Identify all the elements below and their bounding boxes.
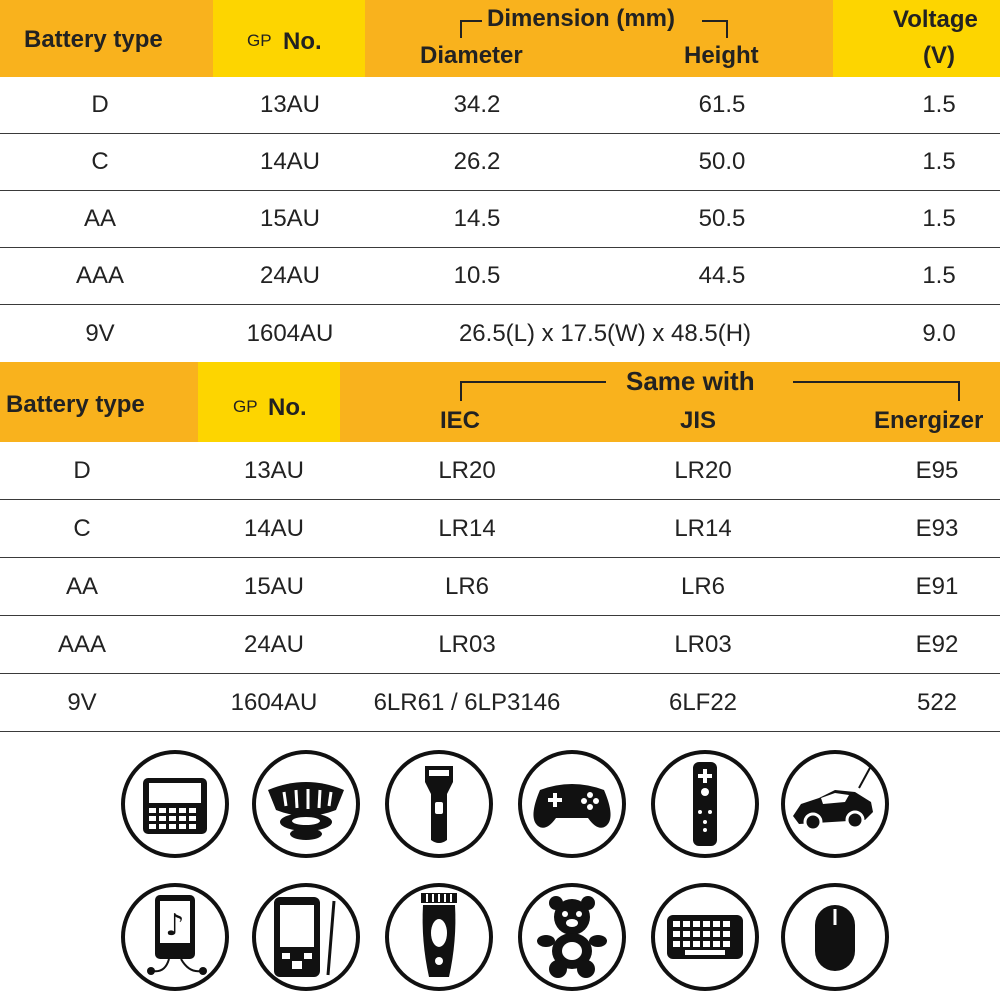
- table-row: [0, 134, 1000, 191]
- header-energizer: Energizer: [874, 407, 984, 434]
- cell-gp-no: 15AU: [243, 572, 305, 600]
- cell-jis: LR14: [674, 514, 732, 542]
- header-diameter: Diameter: [420, 42, 523, 69]
- header-iec: IEC: [440, 407, 481, 434]
- cell-battery-type: 9V: [67, 688, 97, 716]
- cell-gp-no: 13AU: [243, 456, 305, 484]
- cell-battery-type: D: [91, 91, 109, 118]
- cell-energizer: E92: [915, 630, 959, 658]
- table-row: [0, 191, 1000, 248]
- mp3-player-icon: [119, 881, 231, 993]
- cell-voltage: 1.5: [922, 205, 956, 232]
- flashlight-icon: [383, 748, 495, 860]
- cell-battery-type: AAA: [75, 262, 125, 289]
- rc-car-icon: [779, 748, 891, 860]
- keyboard-icon: [649, 881, 761, 993]
- svg-text:♪: ♪: [165, 908, 185, 943]
- cell-gp-no: 13AU: [259, 91, 321, 118]
- cell-jis: 6LF22: [668, 688, 738, 716]
- remote-control-icon: [649, 748, 761, 860]
- header-gp-prefix: GP: [233, 397, 258, 416]
- header-voltage: Voltage: [893, 6, 978, 33]
- cell-energizer: E95: [915, 456, 959, 484]
- table-row: [0, 558, 1000, 616]
- table-row: [0, 248, 1000, 305]
- smoke-detector-icon: [250, 748, 362, 860]
- mouse-icon: [779, 881, 891, 993]
- cell-gp-no: 1604AU: [246, 319, 334, 347]
- header-gp-no: No.: [268, 394, 307, 421]
- table-row: [0, 500, 1000, 558]
- cell-diameter: 14.5: [453, 205, 501, 232]
- teddy-bear-icon: [516, 881, 628, 993]
- cell-battery-type: 9V: [85, 319, 115, 347]
- cell-iec: LR20: [438, 456, 496, 484]
- dimension-bracket-left: [460, 20, 482, 38]
- cell-height: 61.5: [698, 91, 746, 118]
- cell-battery-type: AAA: [57, 630, 107, 658]
- handheld-computer-icon: [119, 748, 231, 860]
- cell-height: 50.0: [698, 148, 746, 175]
- cell-voltage: 1.5: [922, 148, 956, 175]
- cell-diameter: 26.2: [453, 148, 501, 175]
- cell-gp-no: 15AU: [259, 205, 321, 232]
- cell-energizer: E93: [915, 514, 959, 542]
- shaver-icon: [383, 881, 495, 993]
- cell-iec: LR6: [444, 572, 490, 600]
- cell-gp-no: 14AU: [243, 514, 305, 542]
- cell-battery-type: D: [73, 456, 91, 484]
- cell-energizer: E91: [915, 572, 959, 600]
- cell-battery-type: AA: [83, 205, 116, 232]
- cell-diameter: 34.2: [453, 91, 501, 118]
- cell-diameter: 10.5: [453, 262, 501, 289]
- same-with-bracket-left: [460, 381, 606, 401]
- table-row: [0, 674, 1000, 732]
- cell-jis: LR03: [674, 630, 732, 658]
- cell-jis: LR20: [674, 456, 732, 484]
- table-row: [0, 616, 1000, 674]
- header-height: Height: [684, 42, 759, 69]
- gamepad-icon: [516, 748, 628, 860]
- header-jis: JIS: [680, 407, 717, 434]
- cell-iec: 6LR61 / 6LP3146: [373, 688, 561, 716]
- dimension-bracket-right: [702, 20, 728, 38]
- cell-height: 44.5: [698, 262, 746, 289]
- same-with-bracket-right: [793, 381, 960, 401]
- cell-battery-type: C: [73, 514, 91, 542]
- pda-stylus-icon: [250, 881, 362, 993]
- header-battery-type: Battery type: [6, 391, 145, 418]
- cell-jis: LR6: [680, 572, 726, 600]
- cell-energizer: 522: [916, 688, 958, 716]
- equivalence-table-header: [0, 362, 1000, 442]
- device-icons-grid: [0, 745, 1000, 995]
- cell-iec: LR03: [438, 630, 496, 658]
- table-row: [0, 77, 1000, 134]
- cell-voltage: 9.0: [922, 319, 956, 347]
- cell-gp-no: 14AU: [259, 148, 321, 175]
- equivalence-table: [0, 362, 1000, 732]
- cell-gp-no: 24AU: [243, 630, 305, 658]
- cell-dimension-combined: 26.5(L) x 17.5(W) x 48.5(H): [458, 319, 752, 347]
- cell-voltage: 1.5: [922, 91, 956, 118]
- table-row: [0, 442, 1000, 500]
- cell-battery-type: C: [91, 148, 109, 175]
- header-voltage-unit: (V): [923, 42, 955, 69]
- header-battery-type: Battery type: [24, 26, 163, 53]
- cell-gp-no: 1604AU: [230, 688, 318, 716]
- header-gp-no: No.: [283, 28, 322, 55]
- header-dimension-group: Dimension (mm): [487, 5, 676, 32]
- header-same-with-group: Same with: [626, 366, 755, 396]
- dimension-table-header: [0, 0, 1000, 77]
- cell-gp-no: 24AU: [259, 262, 321, 289]
- table-row: [0, 305, 1000, 362]
- cell-battery-type: AA: [65, 572, 98, 600]
- header-gp-prefix: GP: [247, 31, 272, 50]
- cell-iec: LR14: [438, 514, 496, 542]
- cell-voltage: 1.5: [922, 262, 956, 289]
- cell-height: 50.5: [698, 205, 746, 232]
- dimension-table: [0, 0, 1000, 362]
